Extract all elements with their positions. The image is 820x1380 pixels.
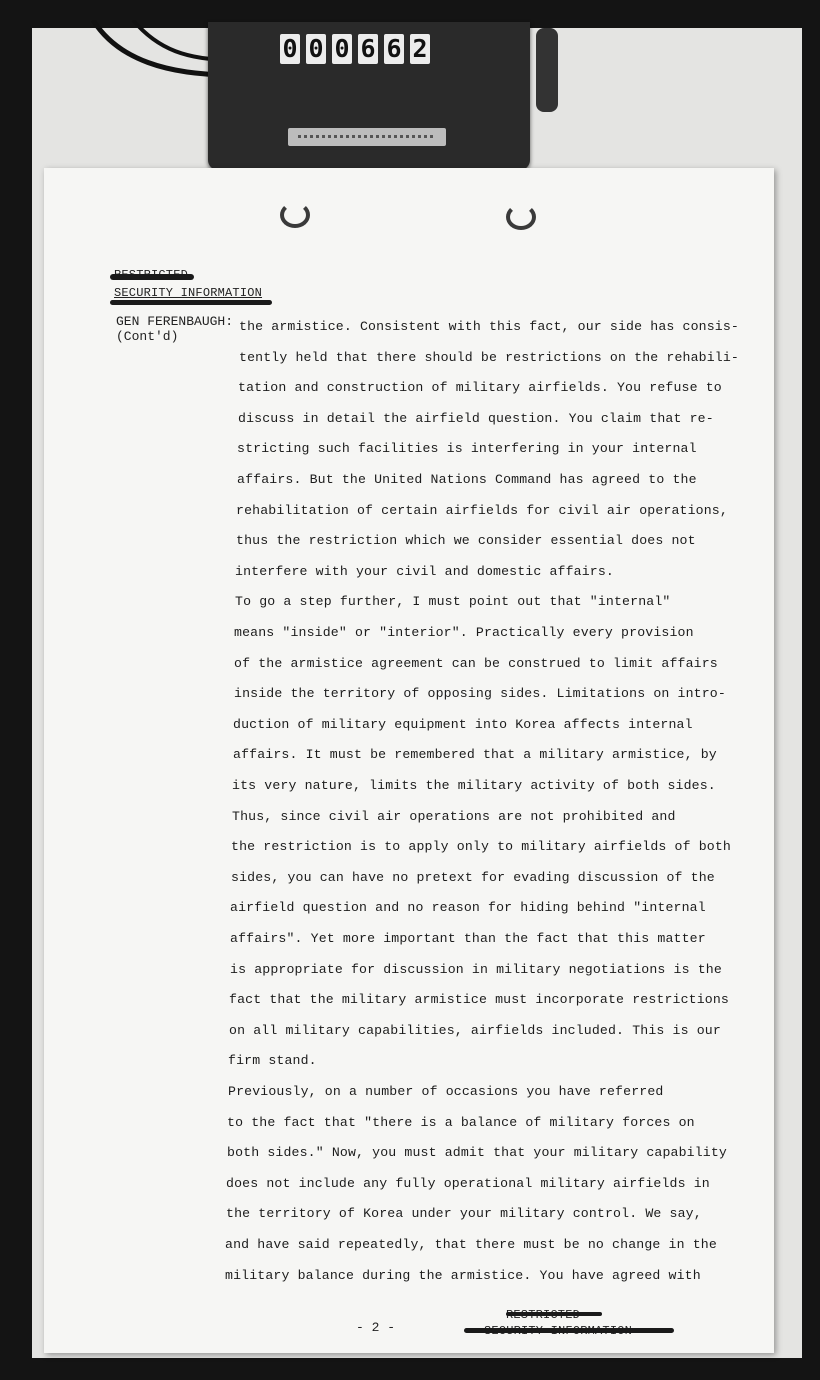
body-text-line: thus the restriction which we consider essential does not — [236, 533, 696, 549]
speaker-name: GEN FERENBAUGH: — [116, 314, 234, 329]
counter-digits — [280, 34, 430, 64]
body-text-line: inside the territory of opposing sides. Limitations on intro- — [234, 686, 726, 702]
body-text-line: the territory of Korea under your military control. We say, — [226, 1206, 702, 1222]
document-page — [44, 168, 774, 1353]
body-text-line: is appropriate for discussion in military negotiations is the — [230, 961, 722, 977]
body-text-line: the armistice. Consistent with this fact, our side has consis- — [239, 319, 739, 334]
counter-nameplate — [288, 128, 446, 146]
body-text-line: the restriction is to apply only to military airfields of both — [231, 839, 731, 855]
body-text-line: Previously, on a number of occasions you have referred — [228, 1084, 664, 1099]
redaction-strike — [506, 1312, 602, 1316]
counter-digit: 6 — [358, 34, 378, 64]
body-text-line: tently held that there should be restrictions on the rehabili- — [239, 349, 739, 365]
body-text-line: To go a step further, I must point out that "internal" — [235, 594, 671, 610]
counter-knob — [536, 28, 558, 112]
body-text-line: both sides." Now, you must admit that your military capability — [227, 1145, 727, 1161]
counter-digit: 0 — [306, 34, 326, 64]
redaction-strike — [464, 1328, 674, 1333]
body-text-line: firm stand. — [228, 1053, 317, 1069]
body-text-line: means "inside" or "interior". Practically every provision — [234, 625, 694, 640]
body-text-line: Thus, since civil air operations are not prohibited and — [232, 808, 676, 824]
redaction-strike — [110, 300, 272, 305]
body-text-line: military balance during the armistice. You have agreed with — [225, 1267, 701, 1283]
body-text-line: discuss in detail the airfield question. You claim that re- — [238, 410, 714, 426]
body-text-line: affairs. But the United Nations Command has agreed to the — [237, 472, 697, 487]
body-text-line: to the fact that "there is a balance of military forces on — [227, 1114, 695, 1130]
frame-counter — [208, 22, 530, 170]
counter-digit: 6 — [384, 34, 404, 64]
body-text-line: affairs". Yet more important than the fact that this matter — [230, 931, 706, 946]
body-text-line: fact that the military armistice must incorporate restrictions — [229, 992, 729, 1008]
body-text-line: sides, you can have no pretext for evading discussion of the — [231, 869, 715, 885]
punch-hole-icon — [280, 202, 310, 228]
body-text-line: stricting such facilities is interfering in your internal — [237, 441, 697, 457]
speaker-continued: (Cont'd) — [116, 329, 179, 344]
classification-marking-top-sub: SECURITY INFORMATION — [114, 286, 263, 300]
body-text-line: airfield question and no reason for hiding behind "internal — [230, 900, 706, 916]
speaker-label — [116, 314, 233, 344]
body-text-line: does not include any fully operational military airfields in — [226, 1175, 710, 1191]
body-text-line: interfere with your civil and domestic affairs. — [235, 563, 614, 579]
body-text-line: rehabilitation of certain airfields for civil air operations, — [236, 502, 728, 518]
page-number: - 2 - — [356, 1320, 396, 1335]
body-text-line: its very nature, limits the military activity of both sides. — [232, 778, 716, 793]
body-text-line: on all military capabilities, airfields included. This is our — [229, 1022, 721, 1038]
body-text-line: of the armistice agreement can be construed to limit affairs — [234, 655, 718, 671]
body-text-line: tation and construction of military airfields. You refuse to — [238, 380, 722, 396]
counter-digit: 0 — [332, 34, 352, 64]
counter-digit: 2 — [410, 34, 430, 64]
redaction-strike — [110, 274, 194, 280]
body-text-line: and have said repeatedly, that there must be no change in the — [225, 1237, 717, 1252]
body-text-line: duction of military equipment into Korea affects internal — [233, 716, 693, 732]
body-text-line: affairs. It must be remembered that a military armistice, by — [233, 747, 717, 763]
counter-digit: 0 — [280, 34, 300, 64]
punch-hole-icon — [506, 204, 536, 230]
